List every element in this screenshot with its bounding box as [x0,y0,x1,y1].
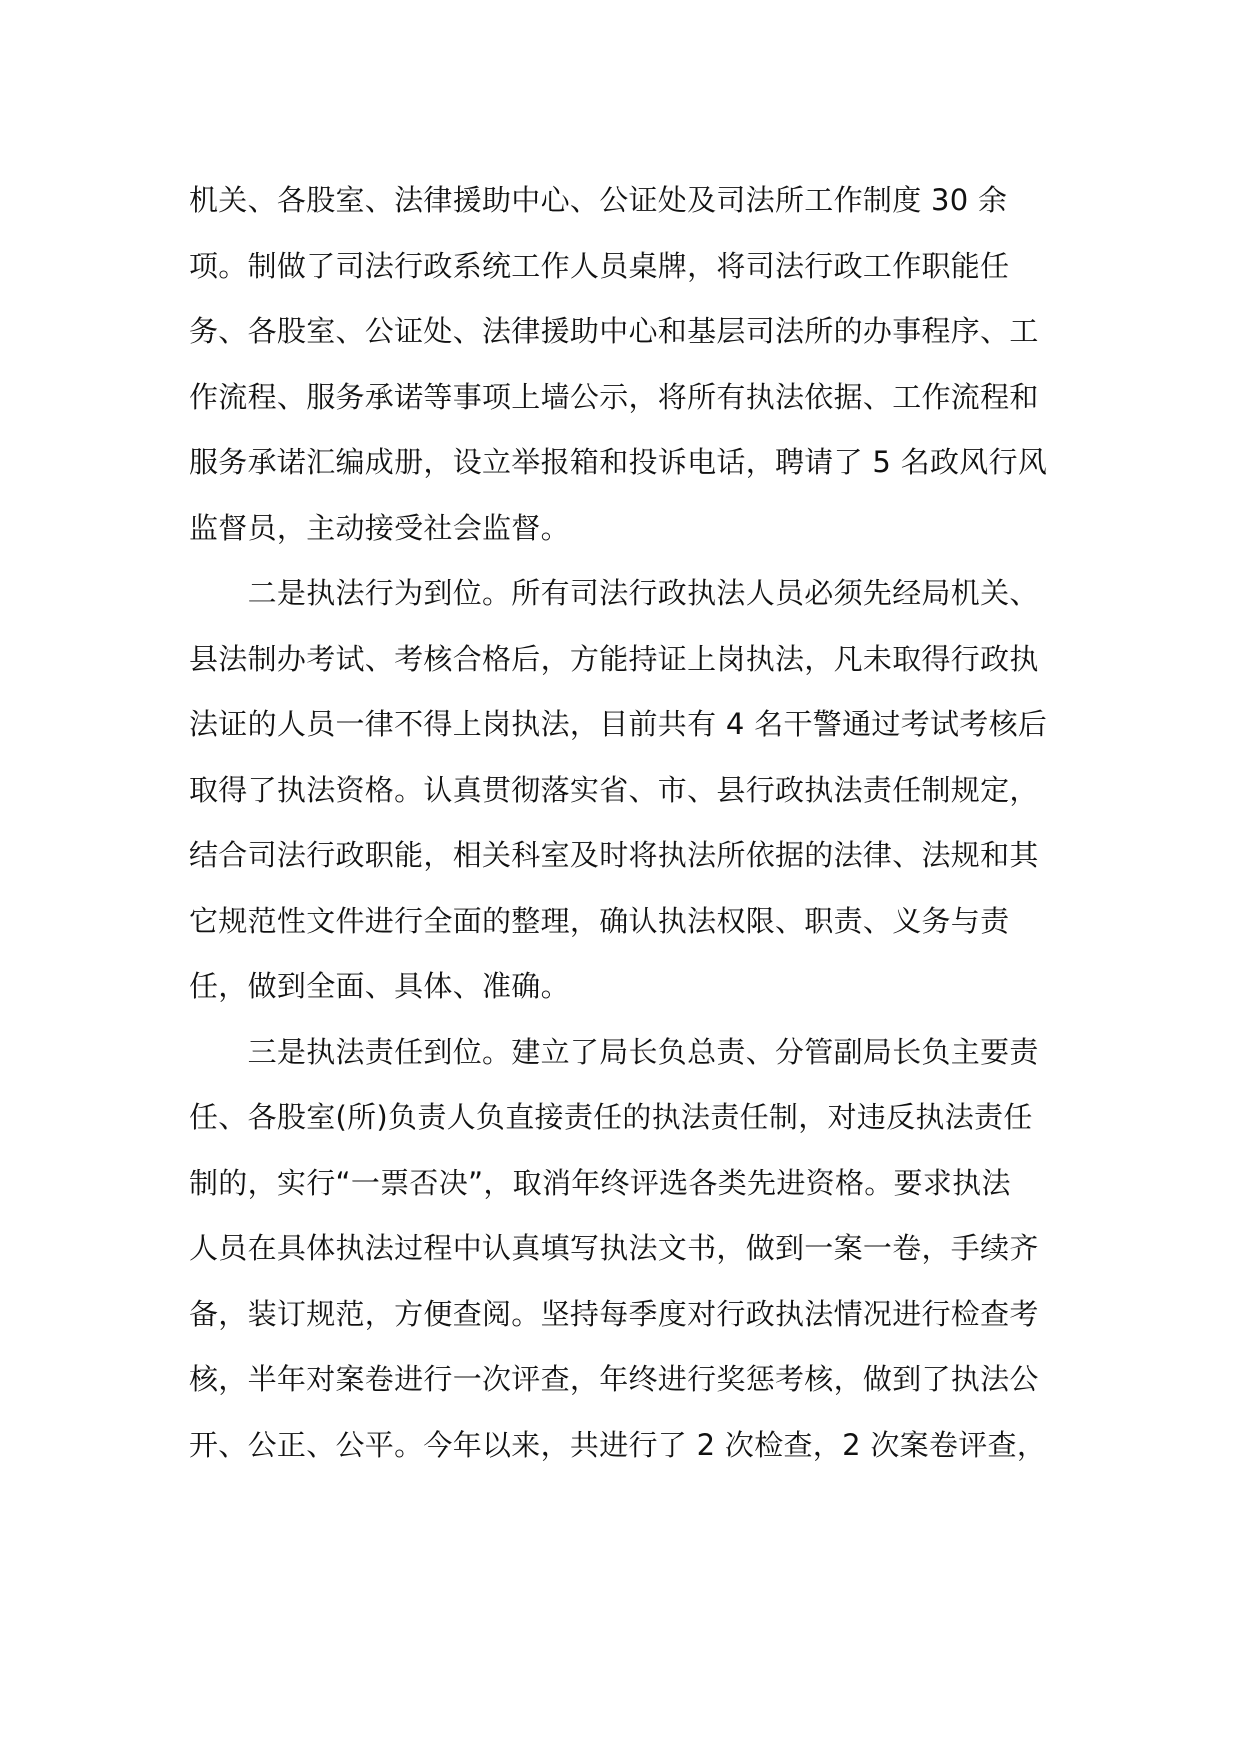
text-line: 法证的人员一律不得上岗执法，目前共有 4 名干警通过考试考核后 [189,707,1048,741]
text-line: 任、各股室(所)负责人负直接责任的执法责任制，对违反执法责任 [189,1100,1033,1134]
text-line: 开、公正、公平。今年以来，共进行了 2 次检查，2 次案卷评查， [189,1427,1047,1462]
text-line: 制的，实行“一票否决”，取消年终评选各类先进资格。要求执法 [189,1165,1011,1200]
text-line: 作流程、服务承诺等事项上墙公示，将所有执法依据、工作流程和 [189,379,1039,414]
text-line: 备，装订规范，方便查阅。坚持每季度对行政执法情况进行检查考 [189,1296,1039,1331]
text-line: 取得了执法资格。认真贯彻落实省、市、县行政执法责任制规定， [189,772,1039,807]
text-line: 机关、各股室、法律援助中心、公证处及司法所工作制度 30 余 [189,183,1008,217]
text-line: 监督员，主动接受社会监督。 [189,510,570,545]
paragraph-start-line: 二是执法行为到位。所有司法行政执法人员必须先经局机关、 [189,576,1039,610]
body-text [189,168,1051,1478]
text-line: 核，半年对案卷进行一次评查，年终进行奖惩考核，做到了执法公 [189,1362,1039,1396]
text-line: 县法制办考试、考核合格后，方能持证上岗执法，凡未取得行政执 [189,641,1039,676]
text-line: 务、各股室、公证处、法律援助中心和基层司法所的办事程序、工 [189,314,1039,348]
paragraph-start-line: 三是执法责任到位。建立了局长负总责、分管副局长负主要责 [189,1034,1039,1069]
text-line: 它规范性文件进行全面的整理，确认执法权限、职责、义务与责 [189,903,1010,938]
text-line: 服务承诺汇编成册，设立举报箱和投诉电话，聘请了 5 名政风行风 [189,445,1048,479]
text-line: 人员在具体执法过程中认真填写执法文书，做到一案一卷，手续齐 [189,1231,1039,1265]
text-line: 项。制做了司法行政系统工作人员桌牌，将司法行政工作职能任 [189,248,1010,283]
text-line: 结合司法行政职能，相关科室及时将执法所依据的法律、法规和其 [189,838,1039,872]
text-line: 任，做到全面、具体、准确。 [189,969,570,1003]
